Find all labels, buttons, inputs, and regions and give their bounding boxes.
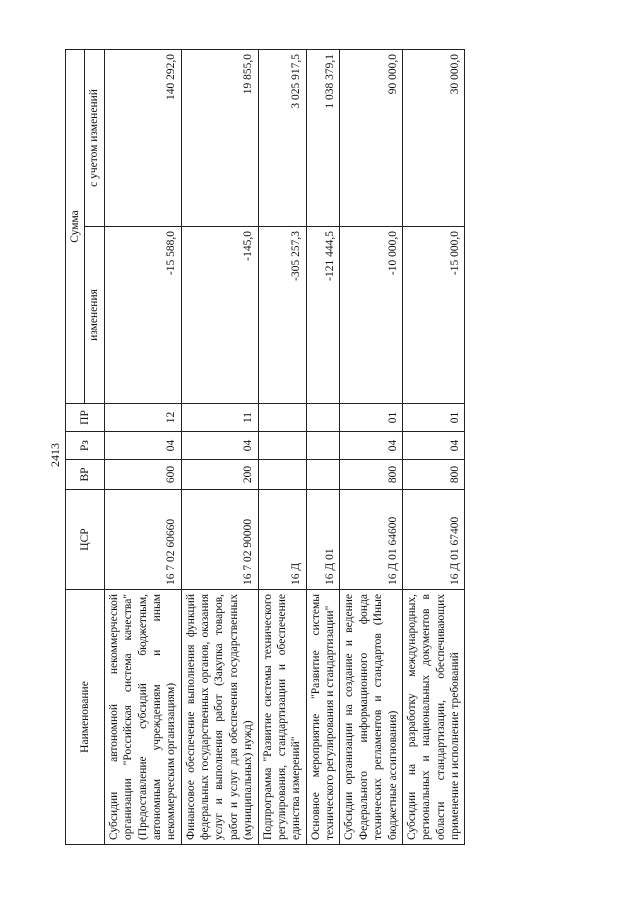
header-name: Наименование: [66, 590, 105, 845]
row-change: -15 000,0: [402, 227, 465, 404]
row-change: -15 588,0: [104, 227, 181, 404]
row-rz: 04: [181, 432, 258, 460]
budget-table: [65, 49, 465, 845]
row-change: -145,0: [181, 227, 258, 404]
row-pr: 01: [402, 404, 465, 432]
row-with-change: 19 855,0: [181, 49, 258, 226]
row-with-change: 90 000,0: [340, 49, 403, 226]
row-pr: 01: [340, 404, 403, 432]
table-row: [402, 49, 465, 844]
row-rz: 04: [402, 432, 465, 460]
table-body: [104, 49, 465, 844]
header-with-change: с учетом изменений: [85, 49, 104, 226]
row-csr: 16 Д 01: [306, 490, 340, 590]
row-name: Финансовое обеспечение выполнения функций федеральных государственных органов, оказания услуг и выполнения работ (Закупка товаров, работ и услуг для обеспечения государственных (муниципальных) нужд): [181, 590, 258, 845]
row-vr: 800: [402, 460, 465, 490]
row-pr: 11: [181, 404, 258, 432]
row-csr: 16 7 02 90000: [181, 490, 258, 590]
row-csr: 16 Д 01 67400: [402, 490, 465, 590]
row-vr: [306, 460, 340, 490]
table-row: [104, 49, 181, 844]
row-rz: [258, 432, 306, 460]
header-rz: Рз: [66, 432, 105, 460]
row-csr: 16 Д 01 64600: [340, 490, 403, 590]
header-row: [66, 49, 85, 844]
row-rz: 04: [340, 432, 403, 460]
header-change: изменения: [85, 227, 104, 404]
row-vr: 200: [181, 460, 258, 490]
row-vr: 800: [340, 460, 403, 490]
header-sum: Сумма: [66, 49, 85, 403]
row-csr: 16 Д: [258, 490, 306, 590]
row-with-change: 3 025 917,5: [258, 49, 306, 226]
row-change: -10 000,0: [340, 227, 403, 404]
row-pr: [258, 404, 306, 432]
row-vr: 600: [104, 460, 181, 490]
row-change: -121 444,5: [306, 227, 340, 404]
row-rz: [306, 432, 340, 460]
page-number: 2413: [48, 443, 62, 467]
row-vr: [258, 460, 306, 490]
header-csr: ЦСР: [66, 490, 105, 590]
row-with-change: 1 038 379,1: [306, 49, 340, 226]
row-pr: 12: [104, 404, 181, 432]
table-row: [181, 49, 258, 844]
row-name: Основное мероприятие "Развитие системы технического регулирования и стандартизации": [306, 590, 340, 845]
row-rz: 04: [104, 432, 181, 460]
row-name: Субсидии автономной некоммерческой организации "Российская система качества" (Предоставление субсидий бюджетным, автономным учреждениям и иным некоммерческим организациям): [104, 590, 181, 845]
row-with-change: 140 292,0: [104, 49, 181, 226]
row-csr: 16 7 02 60660: [104, 490, 181, 590]
row-change: -305 257,3: [258, 227, 306, 404]
table-row: [340, 49, 403, 844]
row-name: Субсидии на разработку международных, региональных и национальных документов в области стандартизации, обеспечивающих применение и исполнение требований: [402, 590, 465, 845]
header-pr: ПР: [66, 404, 105, 432]
rotated-table-wrapper: [65, 50, 600, 845]
header-vr: ВР: [66, 460, 105, 490]
table-row: [258, 49, 306, 844]
row-pr: [306, 404, 340, 432]
row-name: Подпрограмма "Развитие системы технического регулирования, стандартизации и обеспечение единства измерений": [258, 590, 306, 845]
row-name: Субсидии организации на создание и ведение Федерального информационного фонда технических регламентов и стандартов (Иные бюджетные ассигнования): [340, 590, 403, 845]
row-with-change: 30 000,0: [402, 49, 465, 226]
table-row: [306, 49, 340, 844]
